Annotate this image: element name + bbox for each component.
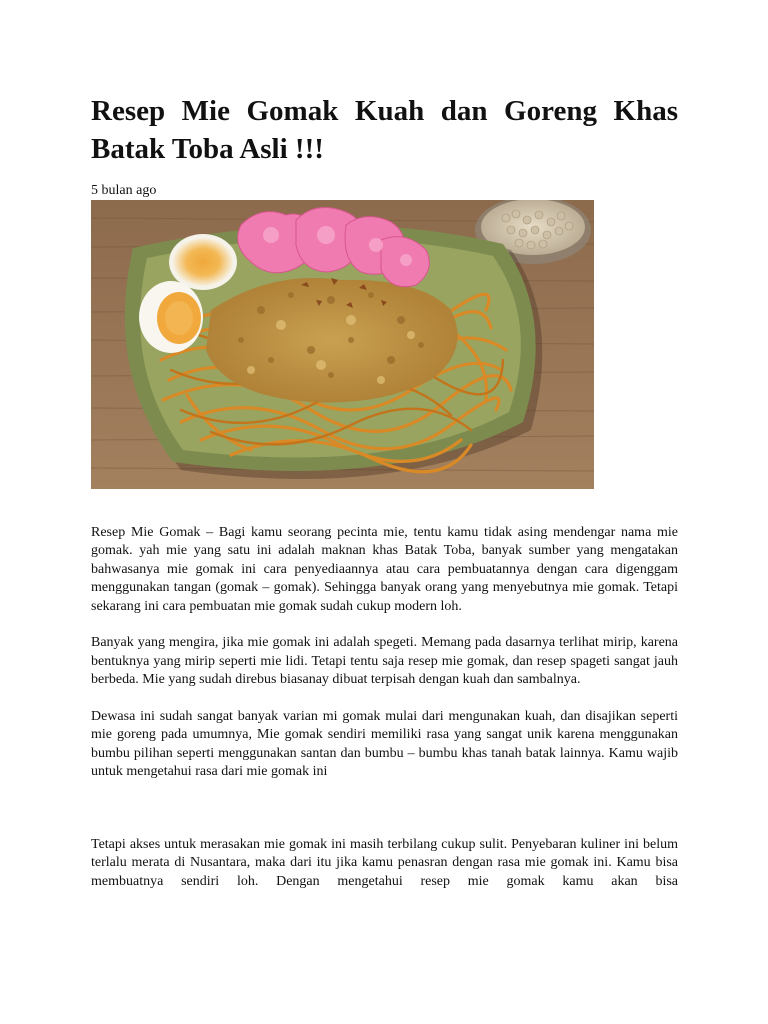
article-body <box>91 524 678 910</box>
publish-date: 5 bulan ago <box>91 183 157 198</box>
article-paragraph: Dewasa ini sudah sangat banyak varian mi gomak mulai dari mengunakan kuah, dan disajikan seperti mie goreng pada umumnya, Mie gomak sendiri memiliki rasa yang sangat unik karena menggunakan bumbu pilihan seperti menggunakan santan dan bumbu – bumbu khas tanah batak lainnya. Kamu wajib untuk mengetahui rasa dari mie gomak ini <box>91 709 678 780</box>
article-title: Resep Mie Gomak Kuah dan Goreng Khas Batak Toba Asli !!! <box>91 95 678 165</box>
article-paragraph: Tetapi akses untuk merasakan mie gomak ini masih terbilang cukup sulit. Penyebaran kuliner ini belum terlalu merata di Nusantara, maka dari itu jika kamu penasran dengan rasa mie gomak ini. Kamu bisa membuatnya sendiri loh. Dengan mengetahui resep mie gomak kamu akan bisa <box>91 837 678 889</box>
food-photo <box>91 200 594 489</box>
article-paragraph: Resep Mie Gomak – Bagi kamu seorang pecinta mie, tentu kamu tidak asing mendengar nama mie gomak. yah mie yang satu ini adalah maknan khas Batak Toba, banyak sumber yang mengatakan bahwasanya mie gomak ini cara penyediaannya atau cara pembuatannya dengan cara digenggam menggunakan tangan (gomak – gomak). Sehingga banyak orang yang menyebutnya mie gomak. Tetapi sekarang ini cara pembuatan mie gomak sudah cukup modern loh. <box>91 525 678 614</box>
article-paragraph: Banyak yang mengira, jika mie gomak ini adalah spegeti. Memang pada dasarnya terlihat mirip, karena bentuknya yang mirip seperti mie lidi. Tetapi tentu saja resep mie gomak, dan resep spageti sangat jauh berbeda. Mie yang sudah direbus biasanay dibuat terpisah dengan kuah dan sambalnya. <box>91 635 678 688</box>
paragraph-spacer <box>91 800 678 836</box>
